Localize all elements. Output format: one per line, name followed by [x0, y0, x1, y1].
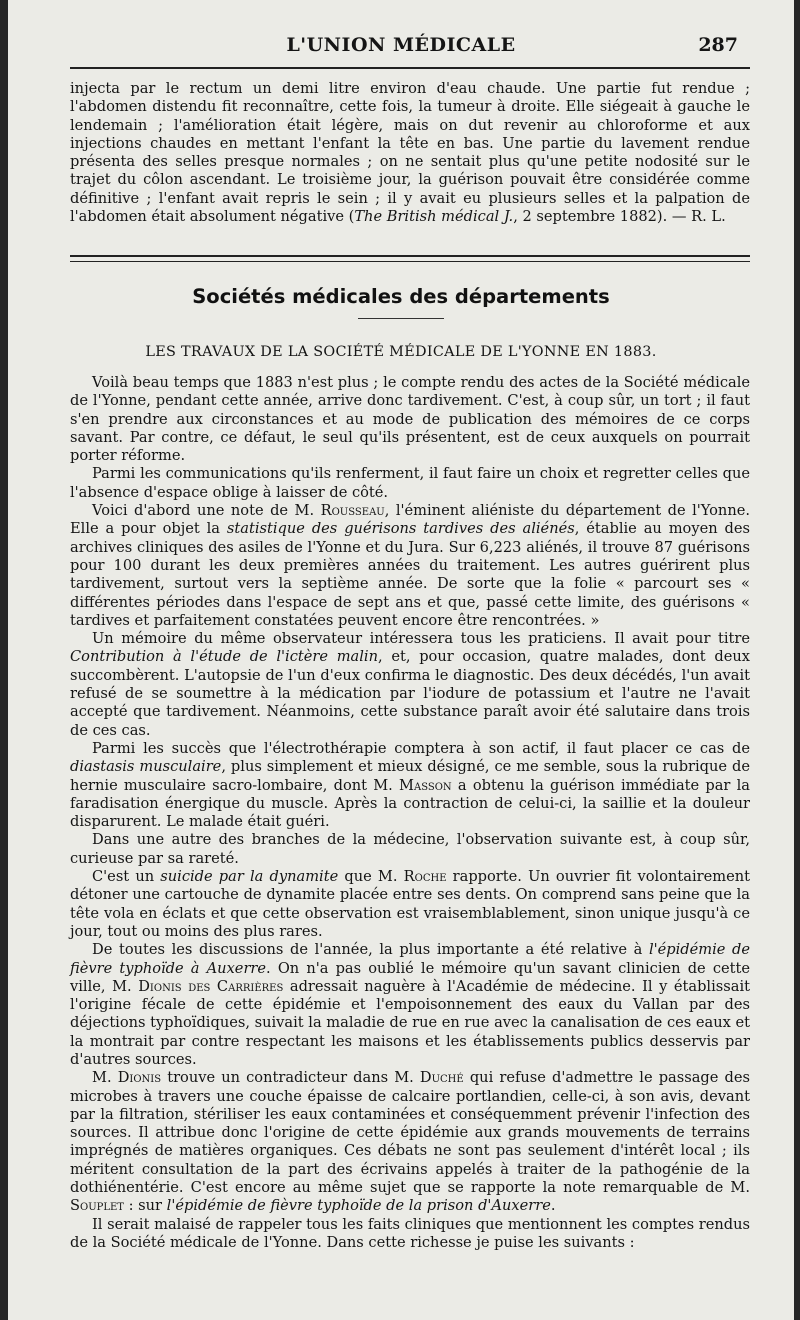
author-name: Masson [399, 776, 452, 794]
work-title: l'épidémie de fièvre typhoïde à Auxerre [70, 941, 750, 977]
page-header [8, 32, 794, 62]
intro-paragraph-block [70, 80, 750, 226]
page-number: 287 [698, 34, 738, 56]
work-title: Contribution à l'étude de l'ictère malin [70, 648, 378, 666]
header-rule [70, 67, 750, 69]
intro-paragraph [70, 80, 750, 226]
journal-page [8, 0, 794, 1320]
work-title: statistique des guérisons tardives des aliénés [226, 520, 575, 538]
paragraph-3: Voici d'abord une note de M. Rousseau, l'éminent aliéniste du département de l'Yonne. Elle a pour objet la statistique des guérisons tardives des aliénés, établie au moyen des archives cliniques des asiles de l'Yonne et du Jura. Sur 6,223 aliénés, il trouve 87 guérisons pour 100 durant les deux premières années du traitement. Les autres guérirent plus tardivement, surtout vers la septième année. De sorte que la folie « parcourt ses « différentes périodes dans l'espace de sept ans et que, passé cette limite, des guérisons « tardives et parfaitement constatées peuvent encore être rencontrées. » [70, 502, 751, 629]
work-title: l'épidémie de fièvre typhoïde de la prison d'Auxerre [166, 1197, 551, 1215]
author-name: Roche [403, 868, 447, 886]
intro-text: injecta par le rectum un demi litre environ d'eau chaude. Une partie fut rendue ; l'abdomen distendu fit reconnaître, cette fois, la tumeur à droite. Elle siégeait à gauche le lendemain ; l'amélioration était légère, mais on dut revenir au chloroforme et aux injections chaudes en mettant l'enfant la tête en bas. Une partie du lavement rendue présenta des selles presque normales ; on ne sentait plus qu'une petite nodosité sur le trajet du côlon ascendant. Le troisième jour, la guérison pouvait être considérée comme définitive ; l'enfant avait repris le sein ; il y avait eu plusieurs selles et la palpation de l'abdomen était absolument négative ( [70, 80, 750, 226]
paragraph-2: Parmi les communications qu'ils renferment, il faut faire un choix et regretter celles que l'absence d'espace oblige à laisser de côté. [70, 465, 750, 501]
paragraph-10: Il serait malaisé de rappeler tous les faits cliniques que mentionnent les comptes rendus de la Société médicale de l'Yonne. Dans cette richesse je puise les suivants : [70, 1215, 750, 1251]
author-name: Dionis des Carrières [138, 977, 284, 995]
work-title: diastasis musculaire [70, 758, 222, 776]
article-body [70, 374, 750, 1252]
author-name: Dionis [117, 1069, 162, 1087]
paragraph-7: C'est un suicide par la dynamite que M. Roche rapporte. Un ouvrier fit volontairement détoner une cartouche de dynamite placée entre ses dents. On comprend sans peine que la tête vola en éclats et que cette observation est vraisemblablement, sinon unique jusqu'à ce jour, tout ou moins des plus rares. [70, 868, 750, 940]
article-subtitle: LES TRAVAUX DE LA SOCIÉTÉ MÉDICALE DE L'YONNE EN 1883. [145, 344, 657, 360]
author-name: Souplet [70, 1197, 124, 1215]
section-rule-thick [70, 255, 750, 257]
author-name: Rousseau [320, 502, 385, 520]
paragraph-4: Un mémoire du même observateur intéressera tous les praticiens. Il avait pour titre Contribution à l'étude de l'ictère malin, et, pour occasion, quatre malades, dont deux succombèrent. L'autopsie de l'un d'eux confirma le diagnostic. Des deux décédés, l'un avait refusé de se soumettre à la médication par l'iodure de potassium et l'autre ne l'avait accepté que tardivement. Néanmoins, cette substance paraît avoir été salutaire dans trois de ces cas. [70, 630, 750, 739]
running-title: L'UNION MÉDICALE [286, 34, 516, 56]
paragraph-1: Voilà beau temps que 1883 n'est plus ; le compte rendu des actes de la Société médicale de l'Yonne, pendant cette année, arrive donc tardivement. C'est, à coup sûr, un tort ; il faut s'en prendre aux circonstances et au mode de publication des mémoires de ce corps savant. Par contre, ce défaut, le seul qu'ils présentent, est de ceux auxquels on pourrait porter réforme. [70, 374, 750, 465]
work-title: suicide par la dynamite [160, 868, 339, 886]
journal-citation: The British médical J. [354, 208, 514, 226]
paragraph-9: M. Dionis trouve un contradicteur dans M. Duché qui refuse d'admettre le passage des microbes à travers une couche épaisse de calcaire portlandien, celle-ci, à son avis, devant par la filtration, stériliser les eaux contaminées et conséquemment prévenir l'infection des sources. Il attribue donc l'origine de cette épidémie aux grands mouvements de terrains imprégnés de matières organiques. Ces débats ne sont pas seulement d'intérêt local ; ils méritent consultation de la part des écrivains appelés à traiter de la pathogénie de la dothiénentérie. C'est encore au même sujet que se rapporte la note remarquable de M. Souplet : sur l'épidémie de fièvre typhoïde de la prison d'Auxerre. [70, 1069, 750, 1215]
title-underline [358, 318, 444, 319]
paragraph-8: De toutes les discussions de l'année, la plus importante a été relative à l'épidémie de fièvre typhoïde à Auxerre. On n'a pas oublié le mémoire qu'un savant clinicien de cette ville, M. Dionis des Carrières adressait naguère à l'Académie de médecine. Il y établissait l'origine fécale de cette épidémie et l'empoisonnement des eaux du Vallan par des déjections typhoïdiques, suivait la maladie de rue en rue avec la canalisation de ces eaux et la montrait par contre respectant les maisons et les établissements publics desservis par d'autres sources. [70, 941, 750, 1068]
section-title: Sociétés médicales des départements [192, 285, 610, 308]
paragraph-5: Parmi les succès que l'électrothérapie comptera à son actif, il faut placer ce cas de diastasis musculaire, plus simplement et mieux désigné, ce me semble, sous la rubrique de hernie musculaire sacro-lombaire, dont M. Masson a obtenu la guérison immédiate par la faradisation énergique du muscle. Après la contraction de celui-ci, la saillie et la douleur disparurent. Le malade était guéri. [70, 739, 750, 831]
section-rule-thin [70, 261, 750, 262]
intro-end: , 2 septembre 1882). — R. L. [513, 208, 726, 226]
paragraph-6: Dans une autre des branches de la médecine, l'observation suivante est, à coup sûr, curieuse par sa rareté. [70, 831, 750, 867]
author-name: Duché [419, 1069, 464, 1087]
